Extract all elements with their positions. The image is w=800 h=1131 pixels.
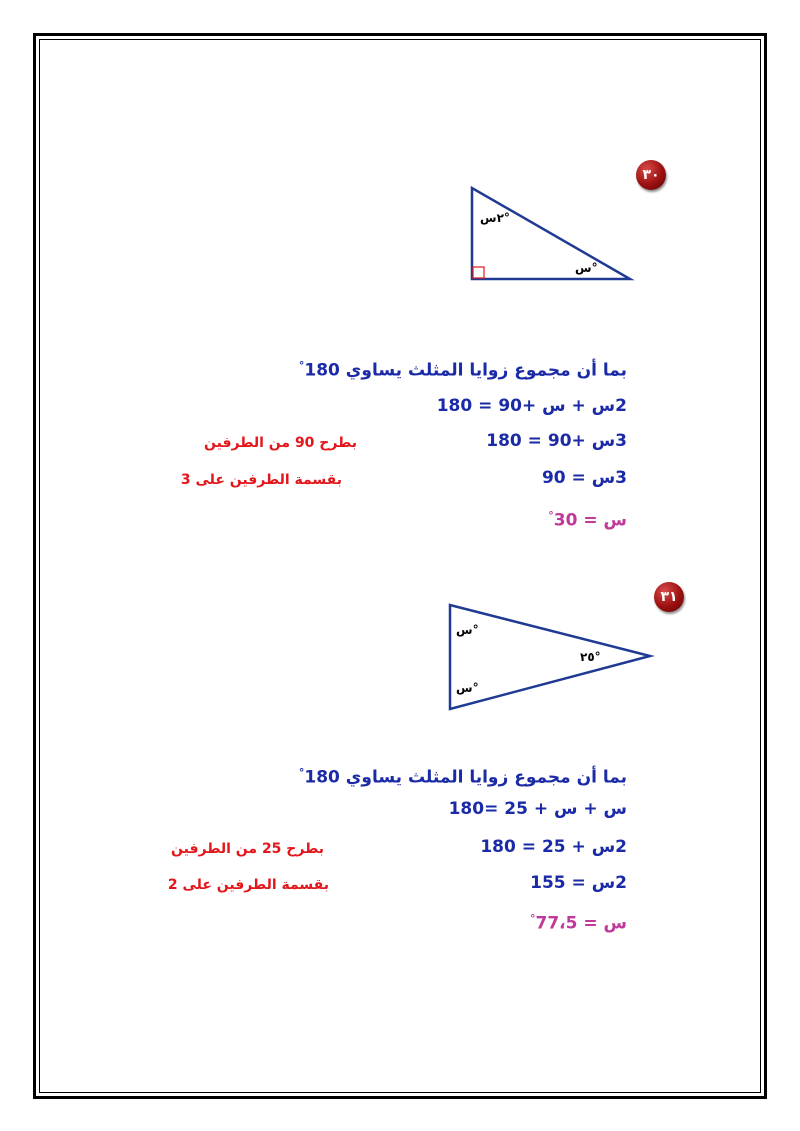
angle-label-top: ٢س°: [480, 211, 510, 225]
equation-line: س + س + 25 =180: [448, 799, 627, 819]
equation-line: 2س + س +90 = 180: [436, 396, 627, 416]
step-note: بطرح 25 من الطرفين: [171, 841, 324, 857]
answer-line: س = 77،5°: [530, 912, 627, 934]
equation-line: 3س = 90: [541, 468, 627, 488]
right-triangle-diagram: [460, 182, 640, 286]
angle-label-top: س°: [456, 623, 479, 637]
isosceles-triangle-diagram: [440, 598, 660, 716]
degree-symbol: °: [298, 359, 305, 372]
triangle-shape: [450, 605, 650, 709]
angle-label-bottom: س°: [575, 261, 598, 275]
degree-symbol: °: [298, 766, 305, 779]
triangle-shape: [472, 188, 630, 279]
step-note: بطرح 90 من الطرفين: [204, 435, 357, 451]
degree-symbol: °: [530, 912, 536, 925]
degree-symbol: °: [548, 509, 554, 522]
equation-line: 2س = 155: [530, 873, 627, 893]
right-angle-marker: [473, 267, 484, 278]
problem-number-badge: ٣٠: [636, 160, 666, 190]
equation-line: 3س +90 = 180: [486, 431, 627, 451]
step-note: بقسمة الطرفين على 2: [167, 877, 329, 893]
problem-number-badge: ٣١: [654, 582, 684, 612]
statement-line: بما أن مجموع زوايا المثلث يساوي 180°: [298, 359, 627, 381]
angle-label-bottom: س°: [456, 681, 479, 695]
angle-label-right: ٢٥°: [580, 650, 601, 664]
equation-line: 2س + 25 = 180: [480, 837, 627, 857]
answer-line: س = 30°: [548, 509, 627, 531]
statement-line: بما أن مجموع زوايا المثلث يساوي 180°: [298, 766, 627, 788]
step-note: بقسمة الطرفين على 3: [180, 472, 342, 488]
page-border-inner: [39, 39, 761, 1093]
